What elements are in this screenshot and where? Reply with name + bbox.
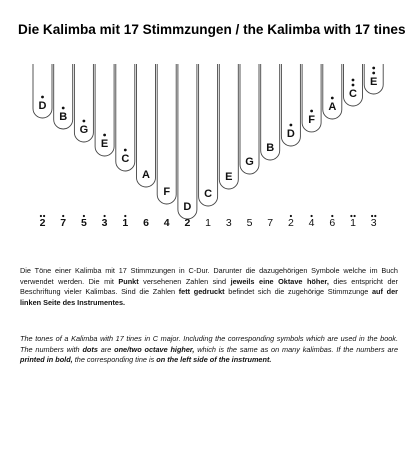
tine-note-label: D — [286, 128, 295, 140]
tine-note-label: F — [308, 114, 315, 126]
number-octave-dot — [40, 215, 42, 217]
tine-number-symbol: 7 — [267, 217, 274, 229]
tine-number-symbol: 3 — [225, 217, 232, 229]
octave-dot — [352, 79, 355, 82]
bold-text: one/two octave higher, — [114, 344, 195, 354]
text-part: the corresponding tine is — [72, 355, 157, 365]
octave-dot — [352, 84, 355, 87]
number-octave-dot — [311, 215, 313, 217]
bold-text: fett gedruckt — [178, 287, 225, 297]
tine-note-label: A — [328, 101, 337, 113]
page-title: Die Kalimba mit 17 Stimmzungen / the Kalimba with 17 tines — [18, 22, 406, 37]
tine-note-label: C — [204, 188, 213, 200]
bold-text: auf der linken Seite des Instrumentes. — [20, 287, 398, 307]
tine-note-label: A — [142, 169, 150, 181]
octave-dot — [290, 124, 293, 127]
octave-dot — [103, 134, 106, 137]
tine-number-symbol: 5 — [246, 217, 253, 229]
octave-dot — [331, 97, 334, 100]
tine-7 — [157, 64, 176, 204]
tine-number-symbol: 5 — [80, 217, 87, 229]
number-octave-dot — [83, 215, 85, 217]
number-octave-dot — [374, 215, 376, 217]
number-octave-dot — [290, 215, 292, 217]
tine-number-symbol: 3 — [101, 217, 108, 229]
number-octave-dot — [371, 215, 373, 217]
tine-number-symbol: 4 — [163, 217, 170, 229]
tine-note-label: C — [121, 153, 130, 165]
tine-note-label: F — [163, 186, 171, 198]
text-part: are — [97, 344, 115, 354]
tine-note-label: G — [79, 124, 89, 136]
tine-number-symbol: 2 — [184, 217, 191, 229]
tine-number-symbol: 1 — [122, 217, 129, 229]
tine-note-label: E — [225, 171, 233, 183]
tine-number-symbol: 3 — [370, 217, 377, 229]
octave-dot — [372, 67, 375, 70]
number-octave-dot — [331, 215, 333, 217]
tine-number-symbol: 2 — [287, 217, 294, 229]
tine-number-symbol: 2 — [39, 217, 46, 229]
tine-number-symbol: 1 — [205, 217, 212, 229]
octave-dot — [124, 149, 127, 152]
text-part: dies entspricht der Beschriftung vieler Kalimbas. Sind die Zahlen — [20, 276, 398, 297]
kalimba-diagram — [0, 56, 416, 236]
tine-number-symbol: 4 — [308, 217, 315, 229]
octave-dot — [372, 72, 375, 75]
tine-9 — [199, 64, 218, 206]
tine-note-label: D — [38, 100, 47, 112]
octave-dot — [41, 96, 44, 99]
tine-note-label: D — [183, 201, 192, 213]
text-part: Die Töne einer Kalimba mit 17 Stimmzungen in C-Dur. Darunter die dazugehörigen Symbole welche im Buch verwendet werden. Die mit — [20, 266, 398, 286]
text-part: which is the same as on many kalimbas. If the numbers are — [194, 344, 399, 354]
octave-dot — [83, 120, 86, 123]
tine-number-symbol: 6 — [329, 217, 336, 229]
number-octave-dot — [43, 215, 45, 217]
description-english — [20, 334, 398, 366]
tine-note-label: C — [349, 88, 357, 100]
number-octave-dot — [104, 215, 106, 217]
number-octave-dot — [124, 215, 126, 217]
bold-text: Punkt — [118, 276, 139, 286]
number-octave-dot — [350, 215, 352, 217]
octave-dot — [310, 110, 313, 113]
number-octave-dot — [62, 215, 64, 217]
number-octave-dot — [354, 215, 356, 217]
tine-note-label: E — [370, 76, 378, 88]
bold-text: dots — [82, 344, 98, 354]
bold-text: on the left side of the instrument. — [156, 355, 272, 365]
tine-number-symbol: 6 — [143, 217, 149, 229]
bold-text: printed in bold, — [20, 355, 73, 365]
text-part: versehenen Zahlen sind — [138, 276, 231, 286]
text-part: befindet sich die zugehörige Stimmzunge — [224, 287, 372, 297]
tine-number-symbol: 7 — [60, 217, 67, 229]
text-part: The tones of a Kalimba with 17 tines in C major. Including the corresponding symbols which are used in the book. The numbers with — [20, 334, 398, 354]
tine-note-label: E — [100, 138, 109, 150]
tine-note-label: B — [266, 142, 275, 154]
tine-note-label: B — [59, 111, 68, 123]
bold-text: jeweils eine Oktave höher, — [230, 276, 329, 286]
octave-dot — [62, 107, 65, 110]
tine-8 — [178, 64, 197, 219]
tine-number-symbol: 1 — [350, 217, 356, 229]
description-german — [20, 266, 398, 308]
tine-note-label: G — [245, 156, 254, 168]
